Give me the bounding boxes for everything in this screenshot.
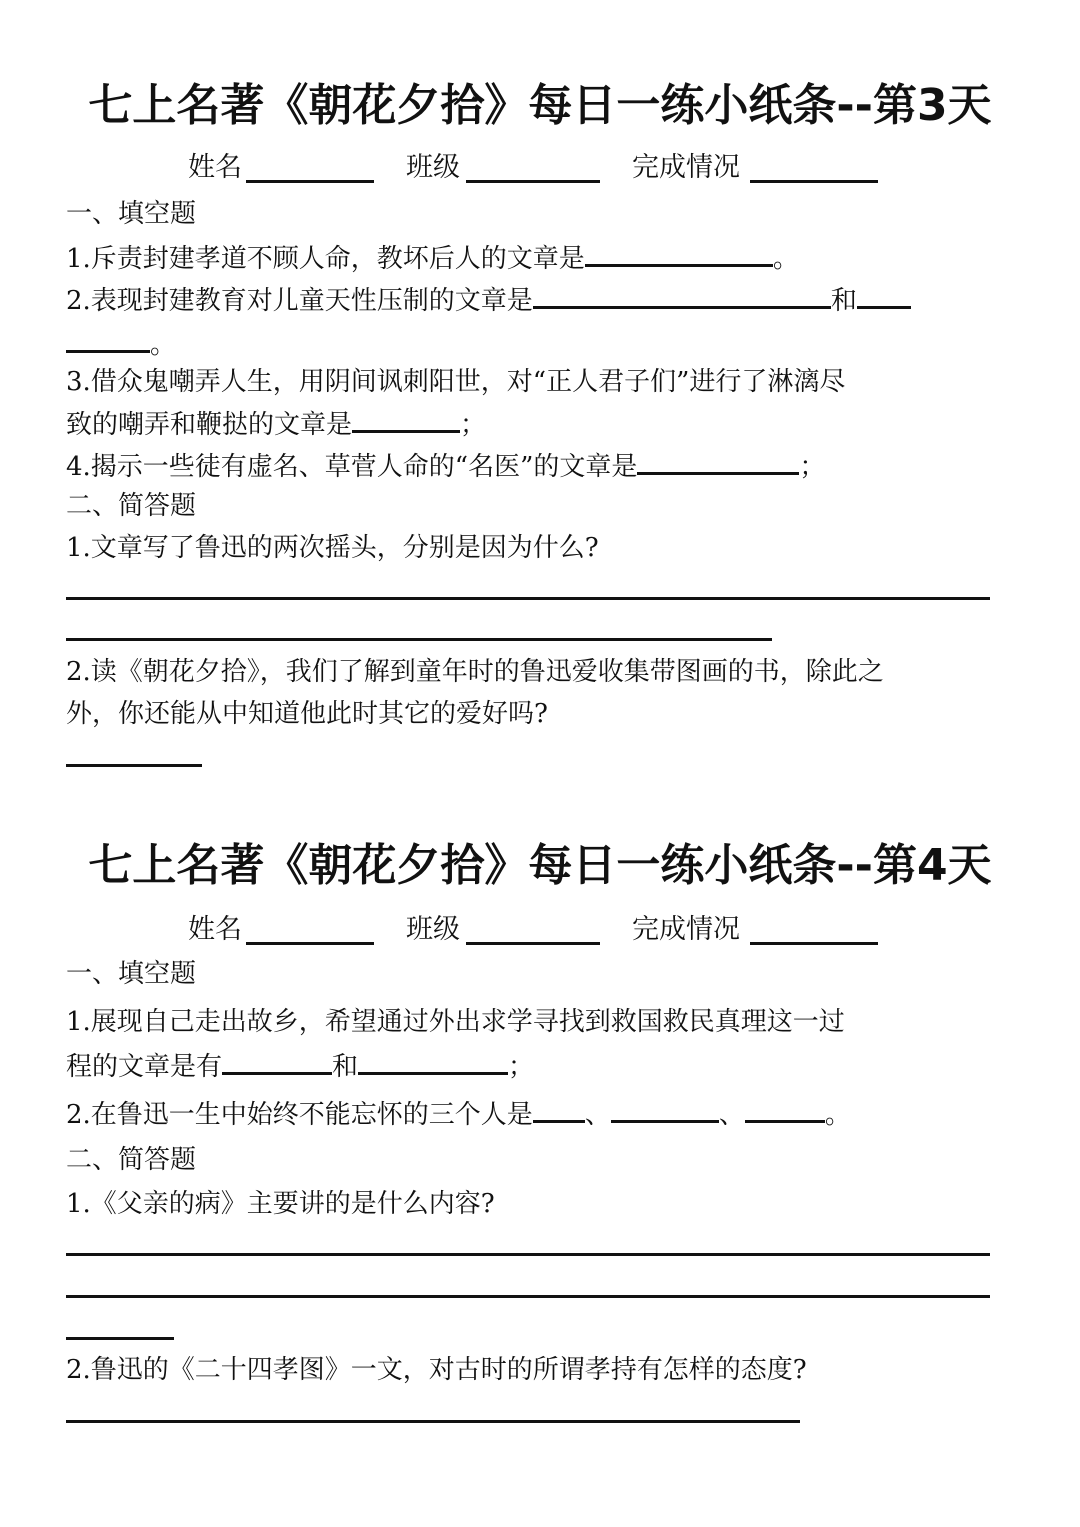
question-2 bbox=[66, 1092, 851, 1135]
punctuation: 。 bbox=[772, 244, 799, 274]
answer-blank[interactable] bbox=[358, 1044, 508, 1075]
answer-line[interactable] bbox=[66, 764, 202, 767]
question-text: 致的嘲弄和鞭挞的文章是 bbox=[66, 410, 353, 440]
answer-blank[interactable] bbox=[533, 278, 831, 309]
class-label: 班级 bbox=[406, 152, 460, 183]
name-label: 姓名 bbox=[188, 914, 242, 945]
answer-blank[interactable] bbox=[352, 402, 460, 433]
name-label: 姓名 bbox=[188, 152, 242, 183]
answer-line[interactable] bbox=[66, 1295, 990, 1298]
question-text: 2.表现封建教育对儿童天性压制的文章是 bbox=[66, 286, 533, 316]
answer-line[interactable] bbox=[66, 1253, 990, 1256]
answer-blank[interactable] bbox=[611, 1092, 719, 1123]
answer-line[interactable] bbox=[66, 1420, 800, 1423]
class-blank[interactable] bbox=[466, 180, 600, 183]
punctuation: ； bbox=[799, 452, 826, 482]
punctuation: 。 bbox=[824, 1100, 851, 1130]
short-answer-2: 2.鲁迅的《二十四孝图》一文，对古时的所谓孝持有怎样的态度? bbox=[66, 1355, 807, 1385]
punctuation: ； bbox=[460, 410, 487, 440]
status-blank[interactable] bbox=[750, 942, 878, 945]
short-answer-2: 2.读《朝花夕拾》，我们了解到童年时的鲁迅爱收集带图画的书，除此之 bbox=[66, 657, 884, 687]
page-title: 七上名著《朝花夕拾》每日一练小纸条--第4天 bbox=[88, 840, 992, 891]
section-heading-fill-in: 一、填空题 bbox=[66, 959, 197, 989]
connector: 和 bbox=[332, 1052, 359, 1082]
class-label: 班级 bbox=[406, 914, 460, 945]
answer-blank[interactable] bbox=[857, 278, 911, 309]
section-heading-fill-in: 一、填空题 bbox=[66, 199, 197, 229]
status-label: 完成情况 bbox=[632, 152, 740, 183]
page-title: 七上名著《朝花夕拾》每日一练小纸条--第3天 bbox=[88, 80, 992, 131]
question-text: 程的文章是有 bbox=[66, 1052, 223, 1082]
separator: 、 bbox=[584, 1100, 611, 1130]
answer-blank[interactable] bbox=[222, 1044, 332, 1075]
status-blank[interactable] bbox=[750, 180, 878, 183]
question-text: 2.在鲁迅一生中始终不能忘怀的三个人是 bbox=[66, 1100, 533, 1130]
separator: 、 bbox=[718, 1100, 745, 1130]
student-info-row bbox=[0, 148, 1080, 188]
punctuation: ； bbox=[508, 1052, 535, 1082]
answer-blank[interactable] bbox=[745, 1092, 825, 1123]
answer-line[interactable] bbox=[66, 1337, 174, 1340]
answer-blank[interactable] bbox=[585, 236, 773, 267]
name-blank[interactable] bbox=[246, 180, 374, 183]
answer-blank[interactable] bbox=[533, 1092, 585, 1123]
student-info-row bbox=[0, 910, 1080, 950]
section-heading-short-answer: 二、简答题 bbox=[66, 1145, 197, 1175]
class-blank[interactable] bbox=[466, 942, 600, 945]
question-2-continued bbox=[66, 322, 176, 365]
question-4 bbox=[66, 444, 825, 487]
question-3-continued bbox=[66, 402, 486, 445]
short-answer-1: 1.文章写了鲁迅的两次摇头，分别是因为什么? bbox=[66, 533, 599, 563]
section-heading-short-answer: 二、简答题 bbox=[66, 491, 197, 521]
question-1 bbox=[66, 236, 799, 279]
question-1: 1.展现自己走出故乡，希望通过外出求学寻找到救国救民真理这一过 bbox=[66, 1007, 845, 1037]
answer-blank[interactable] bbox=[637, 444, 799, 475]
answer-line[interactable] bbox=[66, 597, 990, 600]
status-label: 完成情况 bbox=[632, 914, 740, 945]
answer-blank[interactable] bbox=[66, 322, 150, 353]
question-3: 3.借众鬼嘲弄人生，用阴间讽刺阳世，对“正人君子们”进行了淋漓尽 bbox=[66, 367, 846, 397]
short-answer-2-continued: 外，你还能从中知道他此时其它的爱好吗? bbox=[66, 699, 548, 729]
question-text: 4.揭示一些徒有虚名、草菅人命的“名医”的文章是 bbox=[66, 452, 638, 482]
punctuation: 。 bbox=[150, 330, 177, 360]
question-text: 1.斥责封建孝道不顾人命，教坏后人的文章是 bbox=[66, 244, 585, 274]
question-1-continued bbox=[66, 1044, 534, 1087]
question-2 bbox=[66, 278, 911, 321]
short-answer-1: 1.《父亲的病》主要讲的是什么内容? bbox=[66, 1189, 495, 1219]
answer-line[interactable] bbox=[66, 638, 772, 641]
connector: 和 bbox=[830, 286, 857, 316]
name-blank[interactable] bbox=[246, 942, 374, 945]
